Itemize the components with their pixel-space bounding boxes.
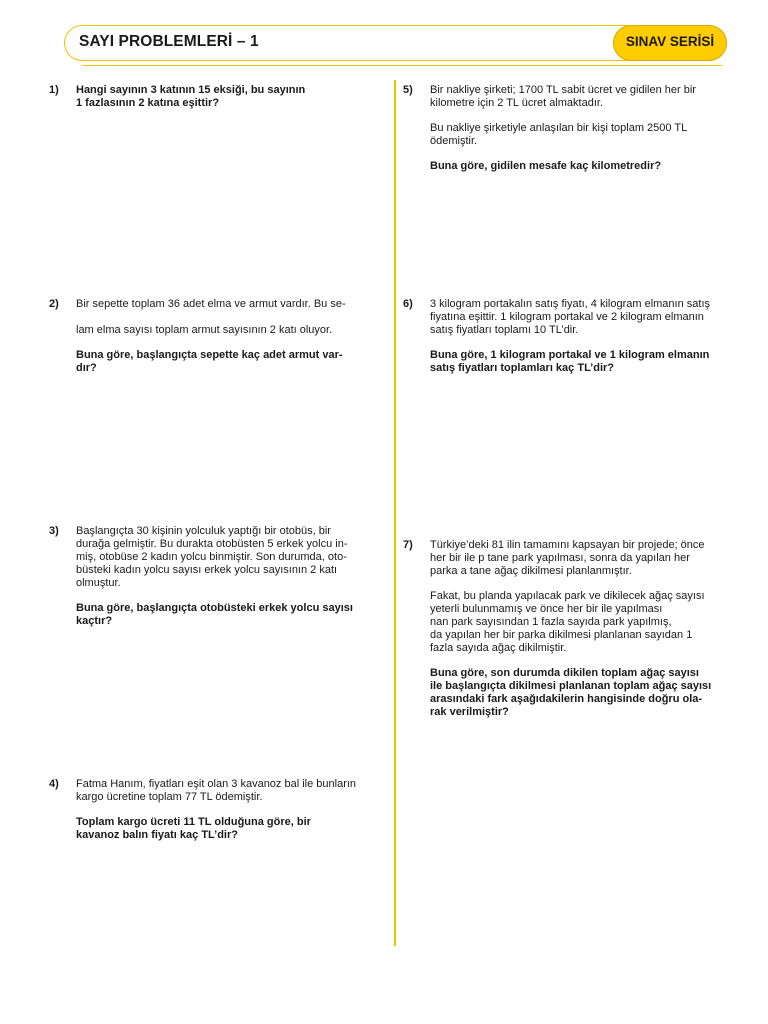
question-text: Başlangıçta 30 kişinin yolculuk yaptığı bir otobüs, bir (76, 525, 331, 537)
column-divider (394, 80, 396, 946)
question-body (76, 84, 305, 110)
question-text: Fakat, bu planda yapılacak park ve dikilecek ağaç sayısı (430, 590, 705, 602)
question-number: 2) (49, 298, 59, 310)
question-prompt: kavanoz balın fiyatı kaç TL’dir? (76, 829, 238, 841)
question-text: Türkiye’deki 81 ilin tamamını kapsayan bir projede; önce (430, 539, 705, 551)
question-text: Bir nakliye şirketi; 1700 TL sabit ücret ve gidilen her bir (430, 84, 696, 96)
question-prompt: satış fiyatları toplamları kaç TL’dir? (430, 362, 615, 374)
question-text: her bir ile p tane park yapılması, sonra da yapılan her (430, 552, 690, 564)
question-prompt: Buna göre, başlangıçta otobüsteki erkek yolcu sayısı (76, 602, 353, 614)
question-text: parka a tane ağaç dikilmesi planlanmıştır. (430, 565, 632, 577)
question-text: yeterli bulunmamış ve önce her bir ile yapılması (430, 603, 663, 615)
header-rule (82, 65, 722, 66)
question-prompt: Toplam kargo ücreti 11 TL olduğuna göre, bir (76, 816, 311, 828)
question-number: 3) (49, 525, 59, 537)
question-body (76, 778, 356, 842)
question-text: olmuştur. (76, 577, 121, 589)
question-number: 4) (49, 778, 59, 790)
question-text: ödemiştir. (430, 135, 478, 147)
question-prompt: rak verilmiştir? (430, 706, 509, 718)
question-prompt: Buna göre, 1 kilogram portakal ve 1 kilogram elmanın (430, 349, 710, 361)
question-text: 3 kilogram portakalın satış fiyatı, 4 kilogram elmanın satış (430, 298, 711, 310)
question-text: da yapılan her bir parka dikilmesi planlanan sayıdan 1 (430, 629, 693, 641)
question-text: Bu nakliye şirketiyle anlaşılan bir kişi toplam 2500 TL (430, 122, 688, 134)
question-text: büsteki kadın yolcu sayısı erkek yolcu sayısının 2 katı (76, 564, 338, 576)
question-text: satış fiyatları toplamı 10 TL’dir. (430, 324, 579, 336)
question-text: durağa gelmiştir. Bu durakta otobüsten 5 erkek yolcu in- (76, 538, 348, 550)
question-number: 5) (403, 84, 413, 96)
question-text: miş, otobüse 2 kadın yolcu binmiştir. Son durumda, oto- (76, 551, 347, 563)
question-body (76, 525, 353, 628)
question-prompt: Buna göre, gidilen mesafe kaç kilometredir? (430, 160, 662, 172)
question-text: Fatma Hanım, fiyatları eşit olan 3 kavanoz bal ile bunların (76, 778, 357, 790)
question-body (76, 298, 346, 375)
question-text: kilometre için 2 TL ücret almaktadır. (430, 97, 604, 109)
question-body (430, 84, 696, 173)
question-text: fazla sayıda ağaç dikilmiştir. (430, 642, 567, 654)
question-number: 1) (49, 84, 59, 96)
question-body (430, 298, 710, 375)
question-text: fiyatına eşittir. 1 kilogram portakal ve 2 kilogram elmanın (430, 311, 704, 323)
question-prompt: ile başlangıçta dikilmesi planlanan toplam ağaç sayısı (430, 680, 712, 692)
page-title: SAYI PROBLEMLERİ – 1 (79, 33, 259, 50)
question-text: Bir sepette toplam 36 adet elma ve armut vardır. Bu se- (76, 298, 346, 310)
question-number: 6) (403, 298, 413, 310)
question-prompt: kaçtır? (76, 615, 113, 627)
question-text: kargo ücretine toplam 77 TL ödemiştir. (76, 791, 263, 803)
question-prompt: arasındaki fark aşağıdakilerin hangisinde doğru ola- (430, 693, 703, 705)
question-text: 1 fazlasının 2 katına eşittir? (76, 97, 220, 109)
question-text: Hangi sayının 3 katının 15 eksiği, bu sayının (76, 84, 306, 96)
series-badge: SINAV SERİSİ (613, 25, 727, 61)
question-text: nan park sayısından 1 fazla sayıda park yapılmış, (430, 616, 672, 628)
question-prompt: Buna göre, son durumda dikilen toplam ağaç sayısı (430, 667, 699, 679)
page-header (64, 25, 726, 61)
question-number: 7) (403, 539, 413, 551)
question-body (430, 539, 711, 719)
question-prompt: dır? (76, 362, 97, 374)
question-text: lam elma sayısı toplam armut sayısının 2 katı oluyor. (76, 324, 333, 336)
question-prompt: Buna göre, başlangıçta sepette kaç adet armut var- (76, 349, 343, 361)
